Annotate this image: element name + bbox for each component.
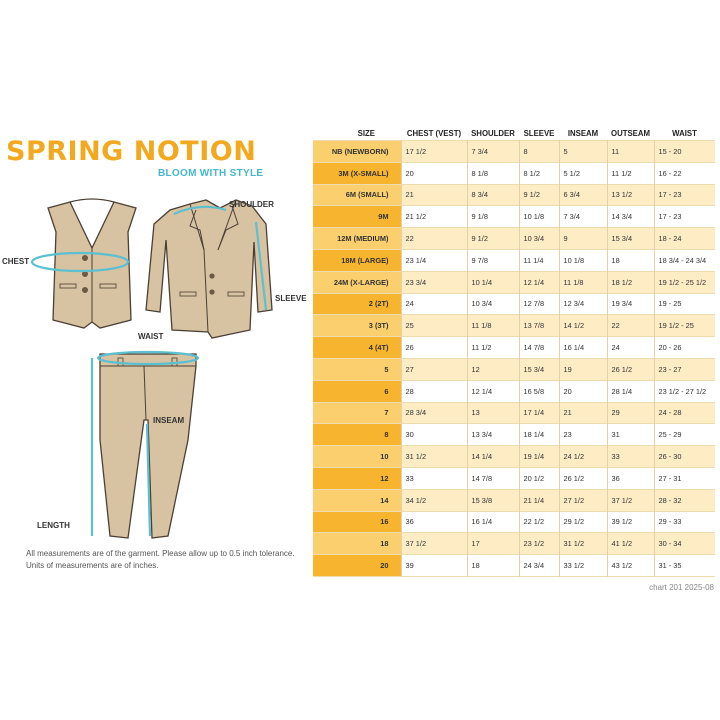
- shoulder-cell: 7 3/4: [467, 141, 519, 163]
- table-row: [313, 489, 715, 511]
- inseam-cell: 19: [559, 358, 607, 380]
- table-row: [313, 162, 715, 184]
- header-size: SIZE: [357, 129, 375, 138]
- waist-cell: 15 - 20: [654, 141, 715, 163]
- chest-cell: 34 1/2: [401, 489, 467, 511]
- waist-label: WAIST: [138, 332, 164, 341]
- inseam-cell: 20: [559, 380, 607, 402]
- size-cell: 3M (X-SMALL): [313, 162, 401, 184]
- note-line-1: All measurements are of the garment. Please allow up to 0.5 inch tolerance.: [26, 549, 295, 558]
- sleeve-cell: 13 7/8: [519, 315, 559, 337]
- chest-cell: 21: [401, 184, 467, 206]
- outseam-cell: 36: [607, 467, 654, 489]
- table-row: [313, 337, 715, 359]
- chest-cell: 33: [401, 467, 467, 489]
- brand-tagline: BLOOM WITH STYLE: [158, 168, 264, 179]
- table-row: [313, 206, 715, 228]
- size-cell: 8: [313, 424, 401, 446]
- size-cell: 16: [313, 511, 401, 533]
- pants-illustration: [92, 352, 198, 538]
- shoulder-cell: 9 7/8: [467, 249, 519, 271]
- inseam-cell: 33 1/2: [559, 555, 607, 577]
- inseam-cell: 5 1/2: [559, 162, 607, 184]
- inseam-cell: 9: [559, 228, 607, 250]
- shoulder-cell: 9 1/8: [467, 206, 519, 228]
- waist-cell: 28 - 32: [654, 489, 715, 511]
- outseam-cell: 18 1/2: [607, 271, 654, 293]
- jacket-illustration: [146, 200, 272, 338]
- shoulder-cell: 14 7/8: [467, 467, 519, 489]
- table-row: [313, 358, 715, 380]
- size-chart-table: [313, 127, 715, 577]
- table-row: [313, 511, 715, 533]
- size-cell: 12: [313, 467, 401, 489]
- waist-cell: 20 - 26: [654, 337, 715, 359]
- waist-cell: 18 - 24: [654, 228, 715, 250]
- inseam-cell: 16 1/4: [559, 337, 607, 359]
- header-inseam: INSEAM: [567, 129, 599, 138]
- size-cell: 12M (MEDIUM): [313, 228, 401, 250]
- table-row: [313, 424, 715, 446]
- chest-cell: 23 1/4: [401, 249, 467, 271]
- header-waist: WAIST: [672, 129, 697, 138]
- chest-cell: 21 1/2: [401, 206, 467, 228]
- shoulder-cell: 13 3/4: [467, 424, 519, 446]
- chest-cell: 30: [401, 424, 467, 446]
- chest-cell: 31 1/2: [401, 446, 467, 468]
- sleeve-cell: 17 1/4: [519, 402, 559, 424]
- header-shoulder: SHOULDER: [471, 129, 515, 138]
- inseam-cell: 14 1/2: [559, 315, 607, 337]
- table-row: [313, 249, 715, 271]
- outseam-cell: 18: [607, 249, 654, 271]
- waist-cell: 31 - 35: [654, 555, 715, 577]
- size-cell: NB (NEWBORN): [313, 141, 401, 163]
- table-header-row: [313, 127, 715, 141]
- chest-cell: 26: [401, 337, 467, 359]
- shoulder-cell: 16 1/4: [467, 511, 519, 533]
- shoulder-cell: 9 1/2: [467, 228, 519, 250]
- outseam-cell: 29: [607, 402, 654, 424]
- waist-cell: 30 - 34: [654, 533, 715, 555]
- table-row: [313, 315, 715, 337]
- table-row: [313, 380, 715, 402]
- shoulder-cell: 15 3/8: [467, 489, 519, 511]
- shoulder-cell: 13: [467, 402, 519, 424]
- chest-cell: 22: [401, 228, 467, 250]
- sleeve-cell: 10 3/4: [519, 228, 559, 250]
- header-chest: CHEST (VEST): [406, 129, 462, 138]
- chest-cell: 37 1/2: [401, 533, 467, 555]
- sleeve-label: SLEEVE: [275, 294, 307, 303]
- outseam-cell: 31: [607, 424, 654, 446]
- waist-cell: 23 1/2 - 27 1/2: [654, 380, 715, 402]
- table-row: [313, 228, 715, 250]
- table-row: [313, 402, 715, 424]
- sleeve-cell: 11 1/4: [519, 249, 559, 271]
- shoulder-cell: 8 1/8: [467, 162, 519, 184]
- table-row: [313, 184, 715, 206]
- outseam-cell: 13 1/2: [607, 184, 654, 206]
- garment-illustrations: [0, 180, 310, 550]
- size-cell: 2 (2T): [313, 293, 401, 315]
- waist-cell: 25 - 29: [654, 424, 715, 446]
- sleeve-cell: 8: [519, 141, 559, 163]
- shoulder-cell: 10 3/4: [467, 293, 519, 315]
- vest-illustration: [32, 199, 136, 328]
- table-row: [313, 555, 715, 577]
- shoulder-cell: 18: [467, 555, 519, 577]
- inseam-cell: 26 1/2: [559, 467, 607, 489]
- table-row: [313, 533, 715, 555]
- sleeve-cell: 22 1/2: [519, 511, 559, 533]
- inseam-cell: 12 3/4: [559, 293, 607, 315]
- waist-cell: 19 1/2 - 25: [654, 315, 715, 337]
- chest-cell: 25: [401, 315, 467, 337]
- size-cell: 5: [313, 358, 401, 380]
- sleeve-cell: 24 3/4: [519, 555, 559, 577]
- shoulder-cell: 12: [467, 358, 519, 380]
- table-row: [313, 271, 715, 293]
- waist-cell: 23 - 27: [654, 358, 715, 380]
- outseam-cell: 33: [607, 446, 654, 468]
- table-row: [313, 293, 715, 315]
- size-cell: 6M (SMALL): [313, 184, 401, 206]
- shoulder-cell: 12 1/4: [467, 380, 519, 402]
- chest-cell: 27: [401, 358, 467, 380]
- shoulder-cell: 14 1/4: [467, 446, 519, 468]
- chest-cell: 28: [401, 380, 467, 402]
- chest-cell: 23 3/4: [401, 271, 467, 293]
- inseam-label: INSEAM: [153, 416, 185, 425]
- inseam-cell: 21: [559, 402, 607, 424]
- size-cell: 9M: [313, 206, 401, 228]
- sleeve-cell: 20 1/2: [519, 467, 559, 489]
- waist-cell: 26 - 30: [654, 446, 715, 468]
- chest-cell: 20: [401, 162, 467, 184]
- size-cell: 7: [313, 402, 401, 424]
- inseam-cell: 29 1/2: [559, 511, 607, 533]
- sleeve-cell: 16 5/8: [519, 380, 559, 402]
- inseam-cell: 11 1/8: [559, 271, 607, 293]
- sleeve-cell: 19 1/4: [519, 446, 559, 468]
- outseam-cell: 37 1/2: [607, 489, 654, 511]
- outseam-cell: 15 3/4: [607, 228, 654, 250]
- sleeve-cell: 10 1/8: [519, 206, 559, 228]
- outseam-cell: 39 1/2: [607, 511, 654, 533]
- size-cell: 4 (4T): [313, 337, 401, 359]
- chest-cell: 24: [401, 293, 467, 315]
- inseam-cell: 27 1/2: [559, 489, 607, 511]
- shoulder-cell: 10 1/4: [467, 271, 519, 293]
- size-cell: 20: [313, 555, 401, 577]
- waist-cell: 18 3/4 - 24 3/4: [654, 249, 715, 271]
- size-cell: 18M (LARGE): [313, 249, 401, 271]
- shoulder-cell: 11 1/8: [467, 315, 519, 337]
- outseam-cell: 19 3/4: [607, 293, 654, 315]
- outseam-cell: 26 1/2: [607, 358, 654, 380]
- inseam-cell: 6 3/4: [559, 184, 607, 206]
- outseam-cell: 14 3/4: [607, 206, 654, 228]
- outseam-cell: 41 1/2: [607, 533, 654, 555]
- measurement-note: [26, 548, 316, 572]
- waist-cell: 17 - 23: [654, 206, 715, 228]
- outseam-cell: 24: [607, 337, 654, 359]
- brand-title: SPRING NOTION: [6, 136, 257, 167]
- inseam-cell: 23: [559, 424, 607, 446]
- sleeve-cell: 18 1/4: [519, 424, 559, 446]
- sleeve-cell: 9 1/2: [519, 184, 559, 206]
- waist-cell: 19 1/2 - 25 1/2: [654, 271, 715, 293]
- waist-cell: 29 - 33: [654, 511, 715, 533]
- table-row: [313, 141, 715, 163]
- table-row: [313, 467, 715, 489]
- header-outseam: OUTSEAM: [611, 129, 650, 138]
- inseam-cell: 10 1/8: [559, 249, 607, 271]
- chest-label: CHEST: [2, 257, 30, 266]
- sleeve-cell: 23 1/2: [519, 533, 559, 555]
- sleeve-cell: 14 7/8: [519, 337, 559, 359]
- note-line-2: Units of measurements are of inches.: [26, 561, 159, 570]
- size-cell: 14: [313, 489, 401, 511]
- header-sleeve: SLEEVE: [523, 129, 555, 138]
- size-cell: 6: [313, 380, 401, 402]
- shoulder-label: SHOULDER: [229, 200, 274, 209]
- sleeve-cell: 12 1/4: [519, 271, 559, 293]
- chest-cell: 36: [401, 511, 467, 533]
- shoulder-cell: 17: [467, 533, 519, 555]
- inseam-cell: 7 3/4: [559, 206, 607, 228]
- size-cell: 10: [313, 446, 401, 468]
- sleeve-cell: 15 3/4: [519, 358, 559, 380]
- sleeve-cell: 12 7/8: [519, 293, 559, 315]
- sleeve-cell: 8 1/2: [519, 162, 559, 184]
- sleeve-cell: 21 1/4: [519, 489, 559, 511]
- chart-footer: chart 201 2025-08: [649, 583, 714, 592]
- size-cell: 3 (3T): [313, 315, 401, 337]
- waist-cell: 27 - 31: [654, 467, 715, 489]
- chest-cell: 28 3/4: [401, 402, 467, 424]
- length-label: LENGTH: [37, 521, 70, 530]
- outseam-cell: 11: [607, 141, 654, 163]
- waist-cell: 19 - 25: [654, 293, 715, 315]
- waist-cell: 16 - 22: [654, 162, 715, 184]
- size-cell: 24M (X-LARGE): [313, 271, 401, 293]
- table-row: [313, 446, 715, 468]
- inseam-cell: 31 1/2: [559, 533, 607, 555]
- outseam-cell: 43 1/2: [607, 555, 654, 577]
- shoulder-cell: 11 1/2: [467, 337, 519, 359]
- inseam-cell: 5: [559, 141, 607, 163]
- chest-cell: 17 1/2: [401, 141, 467, 163]
- outseam-cell: 28 1/4: [607, 380, 654, 402]
- size-cell: 18: [313, 533, 401, 555]
- waist-cell: 24 - 28: [654, 402, 715, 424]
- shoulder-cell: 8 3/4: [467, 184, 519, 206]
- outseam-cell: 11 1/2: [607, 162, 654, 184]
- waist-cell: 17 - 23: [654, 184, 715, 206]
- outseam-cell: 22: [607, 315, 654, 337]
- inseam-cell: 24 1/2: [559, 446, 607, 468]
- chest-cell: 39: [401, 555, 467, 577]
